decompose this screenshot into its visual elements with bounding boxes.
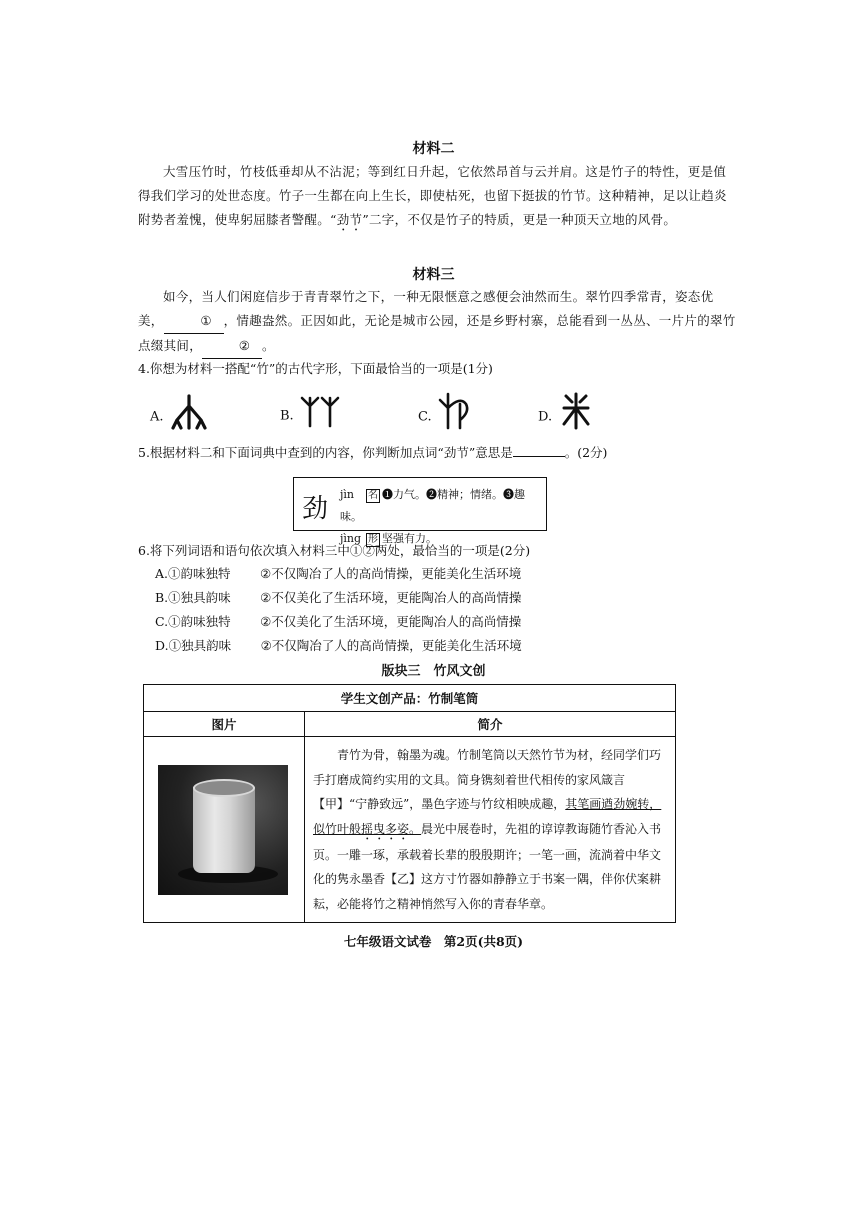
product-intro-text (313, 743, 667, 916)
ancient-bamboo-glyph-c-icon (436, 390, 476, 430)
bamboo-brush-pot-photo (158, 765, 288, 895)
material3-title: 材料三 (412, 267, 455, 283)
section-3-title: 版块三 竹风文创 (381, 664, 486, 679)
option-part-2: ②不仅美化了生活环境，更能陶冶人的高尚情操 (260, 590, 522, 605)
q4-option-d[interactable] (538, 404, 596, 430)
dictionary-entry (293, 477, 547, 545)
underlined-text-1: 其笔画遒劲婉转，似竹叶般 (313, 797, 662, 836)
option-part-1: ①韵味独特 (168, 614, 231, 629)
q6-option-b[interactable] (155, 586, 715, 610)
q4-option-a-label: A. (150, 409, 164, 425)
q5-text-2: 。(2分) (564, 445, 608, 460)
option-part-2: ②不仅美化了生活环境，更能陶冶人的高尚情操 (260, 614, 522, 629)
material2-title: 材料二 (412, 141, 455, 157)
dictionary-sense-row (340, 484, 546, 528)
blank-2[interactable]: ② (202, 334, 262, 359)
dotted-word-jinjie: 劲节 (336, 212, 363, 227)
q6-option-a[interactable] (155, 562, 715, 586)
option-part-2: ②不仅陶冶了人的高尚情操，更能美化生活环境 (260, 638, 522, 653)
definition: ❶力气。❷精神；情绪。❸趣味。 (340, 488, 525, 523)
brush-pot-rim (193, 779, 255, 797)
column-header-intro: 简介 (305, 712, 676, 737)
dotted-phrase: 摇曳多姿 (361, 821, 410, 836)
product-image-cell (144, 737, 305, 923)
product-intro-cell (305, 737, 676, 923)
option-label: C. (155, 614, 169, 629)
pinyin: jìn (340, 488, 355, 501)
q5-answer-blank[interactable] (513, 456, 565, 457)
ancient-bamboo-glyph-d-icon (556, 390, 596, 430)
brush-pot-body (193, 787, 255, 873)
option-part-1: ①独具韵味 (168, 638, 232, 653)
ancient-bamboo-glyph-b-icon (298, 392, 342, 428)
material3-text-3: 。 (262, 338, 275, 353)
q4-option-c-label: C. (418, 409, 432, 425)
option-part-1: ①独具韵味 (168, 590, 231, 605)
q4-option-b-label: B. (280, 408, 294, 424)
option-label: A. (155, 566, 169, 581)
q4-option-b[interactable] (280, 404, 342, 428)
option-part-1: ①韵味独特 (168, 566, 231, 581)
table-title: 学生文创产品：竹制笔筒 (144, 685, 676, 712)
question-6-options (155, 562, 715, 658)
option-label: B. (155, 590, 169, 605)
material3-paragraph (138, 285, 738, 359)
blank-1[interactable]: ① (164, 309, 224, 334)
material3-text-1: 如今，当人们闲庭信步于青青翠竹之下，一种无限惬意之感便会油然而生。翠竹四季常青，姿态优美， (138, 289, 714, 328)
material2-paragraph (138, 160, 738, 234)
q5-text-1: 5.根据材料二和下面词典中查到的内容，你判断加点词“劲节”意思是 (138, 445, 513, 460)
dictionary-character: 劲 (302, 494, 329, 524)
option-part-2: ②不仅陶冶了人的高尚情操，更能美化生活环境 (260, 566, 522, 581)
underlined-text-2: 。 (409, 821, 422, 836)
q4-option-d-label: D. (538, 409, 553, 425)
column-header-image: 图片 (144, 712, 305, 737)
page-footer: 七年级语文试卷 第2页(共8页) (343, 934, 524, 949)
q6-option-d[interactable] (155, 634, 715, 658)
question-4: 4.你想为材料一搭配“竹”的古代字形，下面最恰当的一项是(1分) (138, 361, 493, 376)
part-of-speech: 名 (368, 490, 378, 501)
question-6: 6.将下列词语和语句依次填入材料三中①②两处，最恰当的一项是(2分) (138, 543, 531, 558)
question-5 (138, 442, 758, 464)
q4-option-a[interactable] (150, 404, 210, 430)
q6-option-c[interactable] (155, 610, 715, 634)
definition: 坚强有力。 (382, 532, 437, 545)
ancient-bamboo-glyph-a-icon (168, 390, 210, 430)
material2-text-1: 大雪压竹时，竹枝低垂却从不沾泥；等到红日升起，它依然昂首与云并肩。这是竹子的特性，更是值得我们学习的处世态度。竹子一生都在向上生长，即使枯死，也留下挺拔的竹节。这种精神，足以让趋炎附势者羞愧，使卑躬屈膝者警醒。“ (138, 164, 727, 227)
question-4-options (150, 392, 710, 436)
material3-text-2: ，情趣盎然。正因如此，无论是城市公园，还是乡野村寨，总能看到一丛丛、一片片的翠竹点缀其间， (138, 313, 736, 353)
q4-option-c[interactable] (418, 404, 476, 430)
pinyin: jìng (340, 532, 362, 545)
option-label: D. (155, 638, 169, 653)
creative-product-table (143, 684, 676, 923)
part-of-speech: 形 (368, 534, 378, 545)
intro-text-2: 晨光中展卷时，先祖的谆谆教诲随竹香沁入书页。一雕一琢，承载着长辈的殷殷期许；一笔一画，流淌着中华文化的隽永墨香【乙】这方寸竹器如静静立于书案一隅，伴你伏案耕耘，必能将竹之精神悄然写入你的青春华章。 (313, 821, 662, 911)
material2-text-2: ”二字，不仅是竹子的特质，更是一种顶天立地的风骨。 (362, 212, 677, 227)
intro-text-1: 青竹为骨，翰墨为魂。竹制笔筒以天然竹节为材，经同学们巧手打磨成简约实用的文具。简身镌刻着世代相传的家风箴言【甲】“宁静致远”，墨色字迹与竹纹相映成趣， (313, 748, 662, 811)
